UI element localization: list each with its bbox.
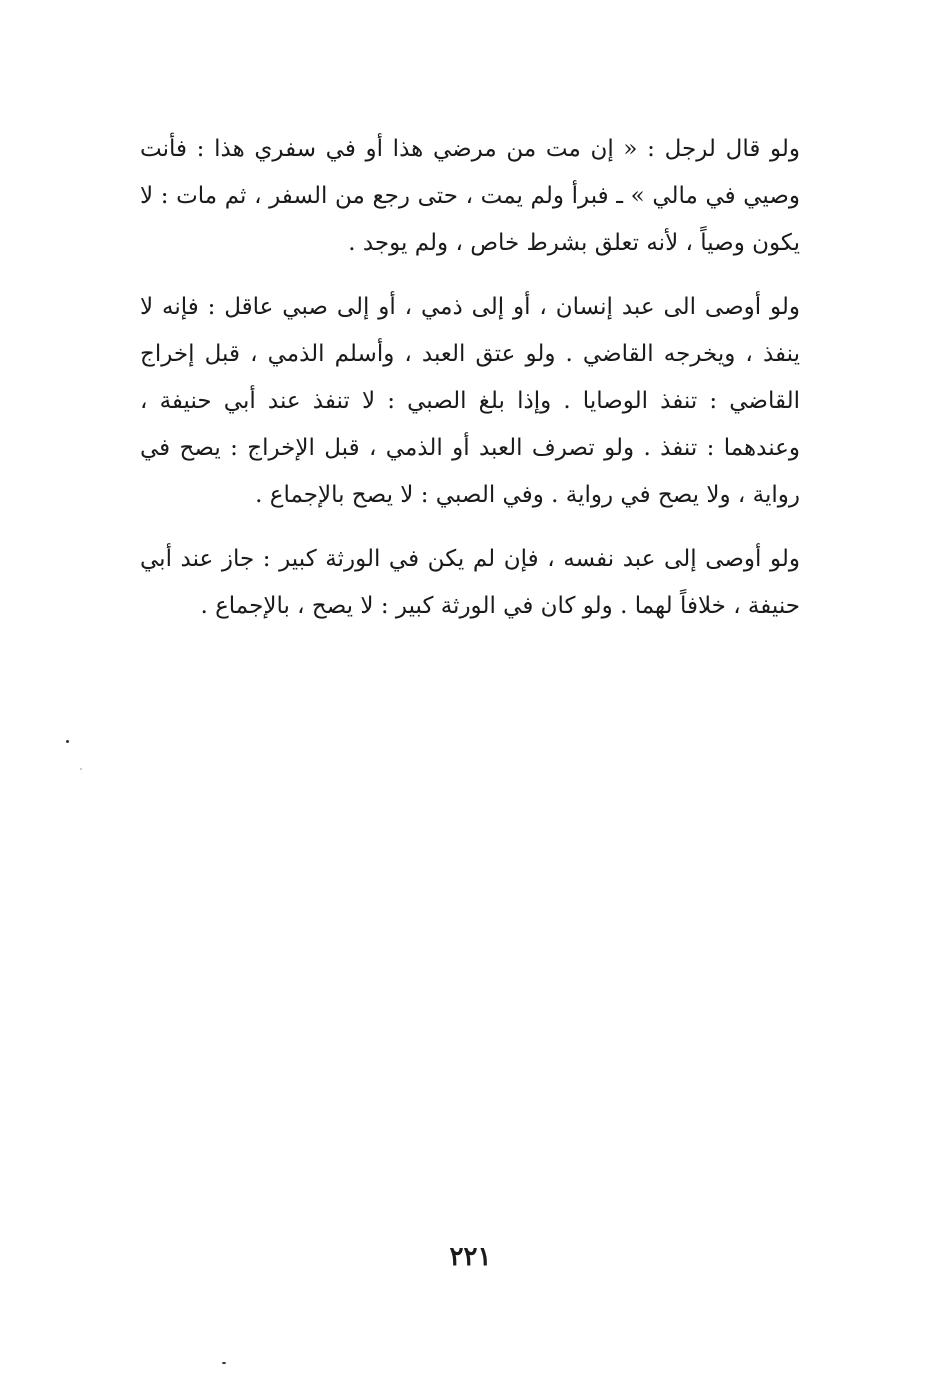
body-text [140, 126, 800, 647]
paragraph [140, 536, 800, 630]
scan-speck [80, 768, 82, 770]
text-line: حنيفة ، خلافاً لهما . ولو كان في الورثة كبير : لا يصح ، بالإجماع . [200, 593, 800, 619]
text-line: ينفذ ، ويخرجه القاضي . ولو عتق العبد ، وأسلم الذمي ، قبل إخراج [140, 341, 800, 367]
page-number: ٢٢١ [449, 1242, 492, 1272]
scan-speck [222, 1362, 226, 1364]
paragraph [140, 284, 800, 519]
paragraph [140, 126, 800, 267]
text-line: ولو أوصى إلى عبد نفسه ، فإن لم يكن في الورثة كبير : جاز عند أبي [140, 546, 800, 572]
text-line: ولو قال لرجل : « إن مت من مرضي هذا أو في سفري هذا : فأنت [140, 136, 800, 162]
text-line: وعندهما : تنفذ . ولو تصرف العبد أو الذمي ، قبل الإخراج : يصح في [140, 435, 800, 461]
text-line: يكون وصياً ، لأنه تعلق بشرط خاص ، ولم يوجد . [348, 230, 800, 256]
scan-speck [66, 740, 69, 743]
text-line: ولو أوصى الى عبد إنسان ، أو إلى ذمي ، أو إلى صبي عاقل : فإنه لا [140, 294, 800, 320]
text-line: رواية ، ولا يصح في رواية . وفي الصبي : لا يصح بالإجماع . [255, 482, 800, 508]
text-line: القاضي : تنفذ الوصايا . وإذا بلغ الصبي : لا تنفذ عند أبي حنيفة ، [140, 388, 800, 414]
text-line: وصيي في مالي » ـ فبرأ ولم يمت ، حتى رجع من السفر ، ثم مات : لا [140, 183, 800, 209]
